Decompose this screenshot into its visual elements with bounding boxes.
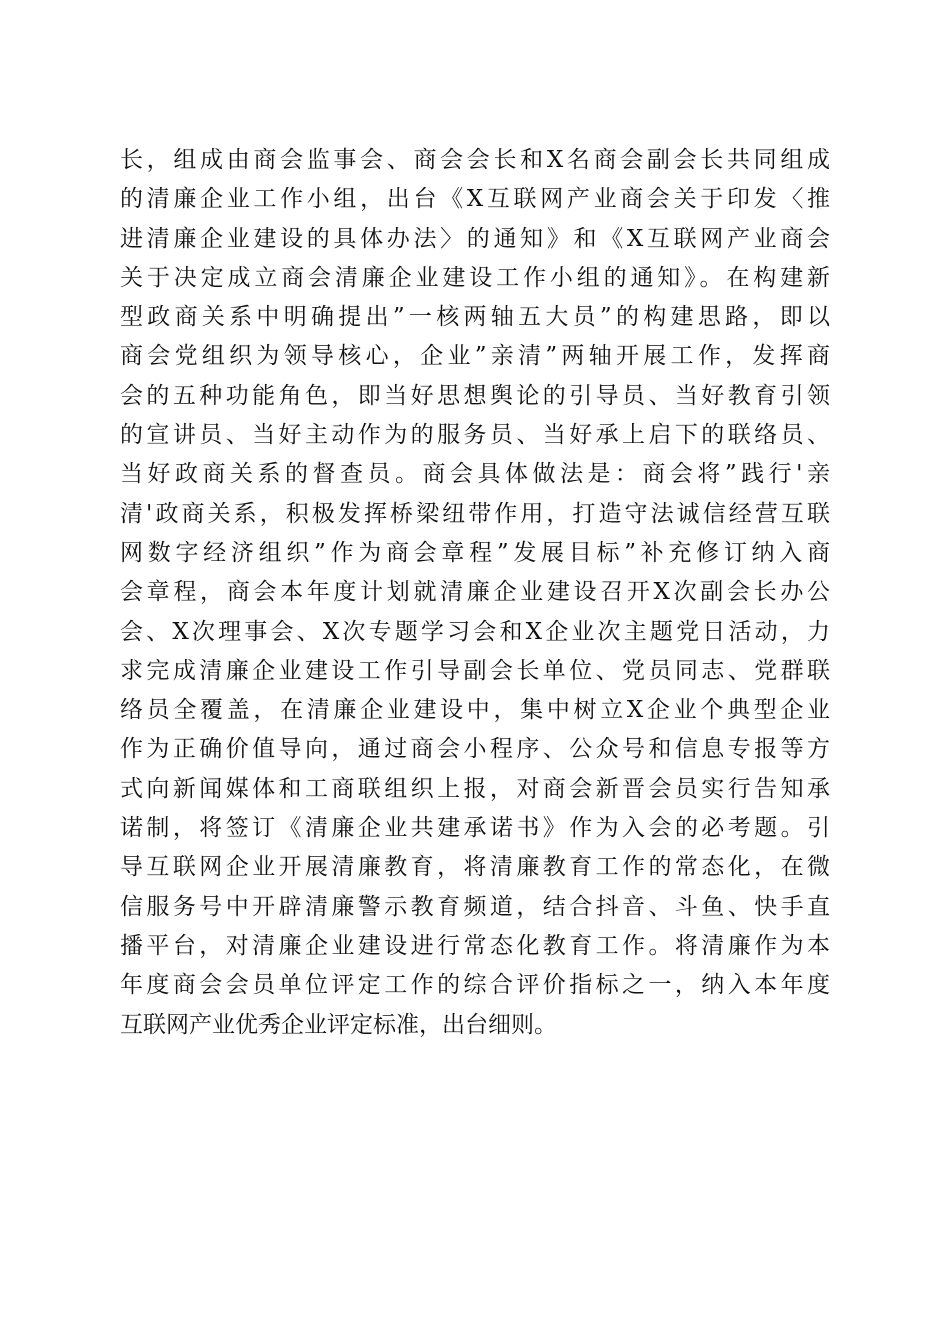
text-line: 式向新闻媒体和工商联组织上报，对商会新晋会员实行告知承: [120, 775, 830, 802]
text-line: 求完成清廉企业建设工作引导副会长单位、党员同志、党群联: [120, 657, 830, 684]
text-line: 网数字经济组织”作为商会章程”发展目标”补充修订纳入商: [120, 539, 830, 566]
text-line: 作为正确价值导向，通过商会小程序、公众号和信息专报等方: [120, 736, 830, 763]
text-line: 会的五种功能角色，即当好思想舆论的引导员、当好教育引领: [120, 382, 830, 409]
text-line: 导互联网企业开展清廉教育，将清廉教育工作的常态化，在微: [120, 854, 830, 881]
text-line: 会章程，商会本年度计划就清廉企业建设召开X次副会长办公: [120, 579, 830, 606]
text-line: 信服务号中开辟清廉警示教育频道，结合抖音、斗鱼、快手直: [120, 893, 830, 920]
text-line: 的宣讲员、当好主动作为的服务员、当好承上启下的联络员、: [120, 422, 830, 449]
text-line: 会、X次理事会、X次专题学习会和X企业次主题党日活动，力: [120, 618, 830, 645]
text-line: 诺制，将签订《清廉企业共建承诺书》作为入会的必考题。引: [120, 815, 830, 842]
text-line: 年度商会会员单位评定工作的综合评价指标之一，纳入本年度: [120, 972, 830, 999]
text-line: 型政商关系中明确提出”一核两轴五大员”的构建思路，即以: [120, 304, 830, 331]
text-line: 清'政商关系，积极发挥桥梁纽带作用，打造守法诚信经营互联: [120, 500, 830, 527]
text-line: 商会党组织为领导核心，企业”亲清”两轴开展工作，发挥商: [120, 343, 830, 370]
text-line: 络员全覆盖，在清廉企业建设中，集中树立X企业个典型企业: [120, 697, 830, 724]
text-line: 播平台，对清廉企业建设进行常态化教育工作。将清廉作为本: [120, 932, 830, 959]
text-line: 的清廉企业工作小组，出台《X互联网产业商会关于印发〈推: [120, 186, 830, 213]
text-line: 当好政商关系的督查员。商会具体做法是：商会将”践行'亲: [120, 461, 830, 488]
text-line: 互联网产业优秀企业评定标准，出台细则。: [120, 1011, 557, 1038]
text-line: 长，组成由商会监事会、商会会长和X名商会副会长共同组成: [120, 147, 830, 173]
text-line: 关于决定成立商会清廉企业建设工作小组的通知》。在构建新: [120, 264, 830, 291]
body-paragraph: [120, 141, 830, 1045]
text-line: 进清廉企业建设的具体办法〉的通知》和《X互联网产业商会: [120, 225, 830, 252]
